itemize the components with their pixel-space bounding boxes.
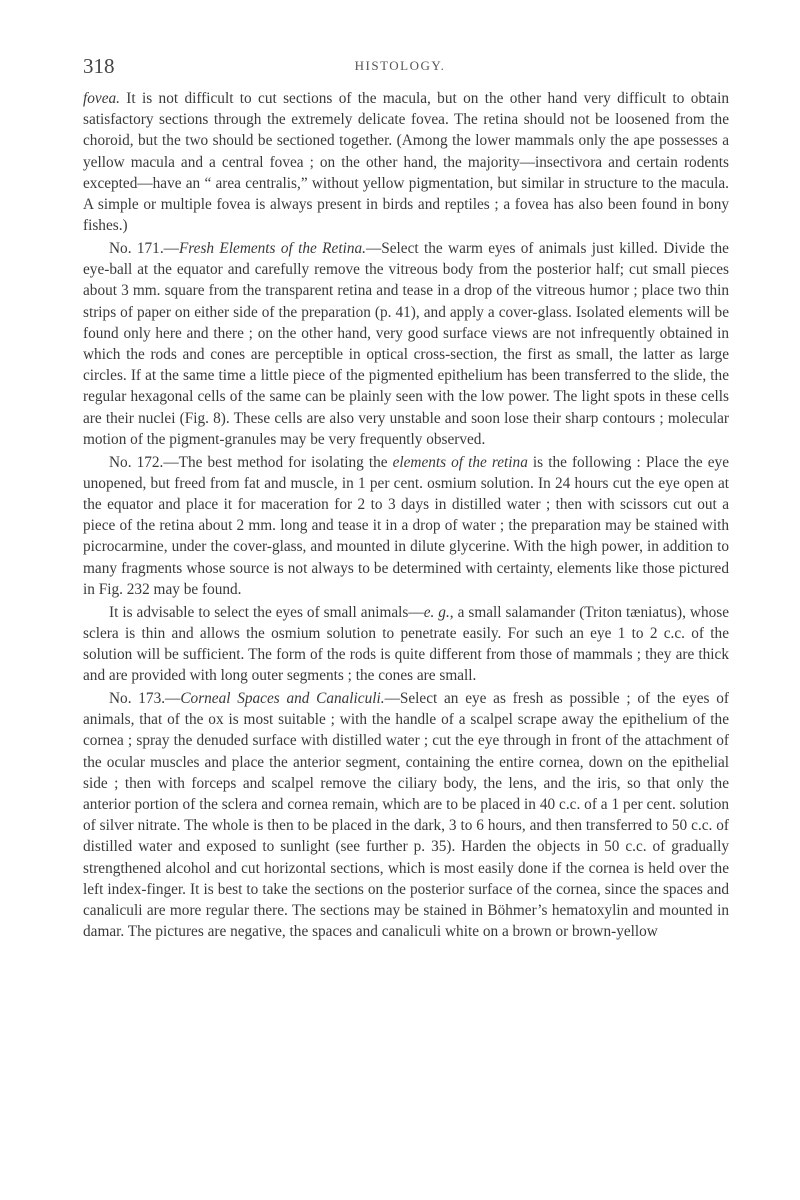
paragraph-p5 bbox=[83, 688, 729, 942]
italic-text: Corneal Spaces and Canaliculi. bbox=[180, 690, 385, 708]
text-run: No. 172.—The best method for isolating the bbox=[109, 453, 393, 471]
text-run: —Select an eye as fresh as possible ; of the eyes of animals, that of the ox is most suitable ; with the handle of a scalpel scrape away the epithelium of the cornea ; spray the denuded surface with distilled water ; cut the eye through in front of the attachment of the ocular muscles and place the anterior segment, containing the entire cornea, down on the epithelial side ; then with forceps and scalpel remove the ciliary body, the lens, and the iris, so that only the anterior portion of the sclera and cornea remain, which are to be placed in 40 c.c. of a 1 per cent. solution of silver nitrate. The whole is then to be placed in the dark, 3 to 6 hours, and then transferred to 50 c.c. of distilled water and exposed to sunlight (see further p. 35). Harden the objects in 50 c.c. of gradually strengthened alcohol and cut horizontal sections, which is most easily done if the cornea is held over the left index-finger. It is best to take the sections on the posterior surface of the cornea, since the spaces and canaliculi are more regular there. The sections may be stained in Böhmer’s hematoxylin and mounted in damar. The pictures are negative, the spaces and canaliculi white on a brown or brown-yellow bbox=[83, 690, 729, 941]
italic-text: elements of the retina bbox=[392, 453, 528, 471]
italic-text: Fresh Elements of the Retina. bbox=[178, 240, 366, 258]
paragraph-p2 bbox=[83, 238, 729, 450]
text-run: No. 173.— bbox=[109, 690, 181, 708]
text-run: —Select the warm eyes of animals just killed. Divide the eye-ball at the equator and carefully remove the vitreous body from the posterior half; cut small pieces about 3 mm. square from the transparent retina and tease in a drop of the vitreous humor ; place two thin strips of paper on either side of the preparation (p. 41), and apply a cover-glass. Isolated elements will be found only here and there ; on the other hand, very good surface views are not infrequently obtained in which the rods and cones are perceptible in optical cross-section, the first as small, the latter as large circles. If at the same time a little piece of the pigmented epithelium has been transferred to the slide, the regular hexagonal cells of the same can be plainly seen with the low power. The light spots in these cells are their nuclei (Fig. 8). These cells are also very unstable and soon lose their sharp contours ; molecular motion of the pigment-granules may be very frequently observed. bbox=[83, 240, 729, 448]
text-run: No. 171.— bbox=[109, 240, 179, 258]
italic-text: e. g. bbox=[423, 603, 450, 621]
italic-text: fovea. bbox=[83, 90, 120, 107]
text-run: , a small salamander (Triton tæniatus), whose sclera is thin and allows the osmium solution to penetrate easily. For such an eye 1 to 2 c.c. of the solution will be sufficient. The form of the rods is quite different from those of mammals ; they are thick and are provided with long outer segments ; the cones are small. bbox=[83, 603, 729, 685]
text-run: It is advisable to select the eyes of small animals— bbox=[109, 603, 424, 621]
body-text bbox=[83, 88, 729, 944]
paragraph-p4 bbox=[83, 602, 729, 687]
text-run: It is not difficult to cut sections of the macula, but on the other hand very difficult to obtain satisfactory sections through the extremely delicate fovea. The retina should not be loosened from the choroid, but the two should be sectioned together. (Among the lower mammals only the ape possesses a yellow macula and a central fovea ; on the other hand, the majority—insectivora and certain rodents excepted—have an “ area centralis,” without yellow pigmentation, but similar in structure to the macula. A simple or multiple fovea is always present in birds and reptiles ; a fovea has also been found in bony fishes.) bbox=[83, 90, 729, 235]
page-header bbox=[83, 54, 717, 78]
text-run: is the following : Place the eye unopened, but freed from fat and muscle, in 1 per cent. osmium solution. In 24 hours cut the eye open at the equator and place it for maceration for 2 to 3 days in distilled water ; then with scissors cut out a piece of the retina about 2 mm. long and tease it in a drop of water ; the preparation may be stained with picrocarmine, under the cover-glass, and mounted in dilute glycerine. With the high power, in addition to many fragments whose source is not always to be determined with certainty, elements like those pictured in Fig. 232 may be found. bbox=[83, 453, 729, 598]
page-number: 318 bbox=[83, 54, 115, 78]
paragraph-p3 bbox=[83, 452, 729, 600]
running-head: HISTOLOGY. bbox=[354, 58, 446, 73]
paragraph-p1 bbox=[83, 88, 729, 236]
